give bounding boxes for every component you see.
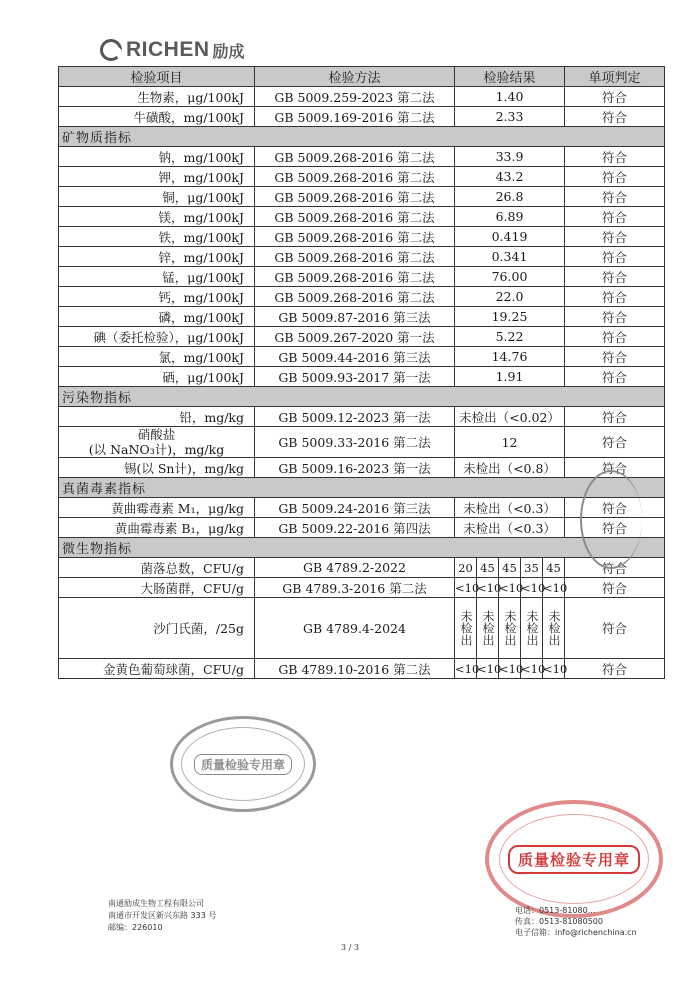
header-item: 检验项目 [59,67,255,87]
test-item: 大肠菌群，CFU/g [59,578,255,598]
table-row [59,167,665,187]
test-method: GB 5009.268-2016 第二法 [255,227,455,247]
sample-result: <10 [521,578,543,598]
test-method: GB 5009.169-2016 第二法 [255,107,455,127]
sample-result: 35 [521,558,543,578]
table-row [59,187,665,207]
footer-address: 南通市开发区新兴东路 333 号 [108,911,217,920]
table-row [59,498,665,518]
section-label: 真菌毒素指标 [59,478,665,498]
test-verdict: 符合 [565,367,665,387]
footer-address-block [108,898,216,934]
test-verdict: 符合 [565,407,665,427]
sample-result: <10 [477,578,499,598]
test-result: 未检出（<0.8） [455,458,565,478]
test-result: 19.25 [455,307,565,327]
test-verdict: 符合 [565,187,665,207]
test-method: GB 5009.267-2020 第一法 [255,327,455,347]
test-method: GB 5009.87-2016 第三法 [255,307,455,327]
test-item: 铅，mg/kg [59,407,255,427]
test-verdict: 符合 [565,498,665,518]
header-verdict: 单项判定 [565,67,665,87]
seam-stamp [580,470,642,569]
footer-company: 南通励成生物工程有限公司 [108,899,204,908]
test-item: 锰，μg/100kJ [59,267,255,287]
footer-fax: 传真：0513-81080500 [515,917,603,926]
footer-phone: 电话：0513-81080... [515,906,596,915]
test-item: 磷，mg/100kJ [59,307,255,327]
table-row [59,307,665,327]
test-verdict: 符合 [565,107,665,127]
table-row [59,87,665,107]
test-item: 菌落总数，CFU/g [59,558,255,578]
test-result: 6.89 [455,207,565,227]
sample-result: 未检出 [477,598,499,659]
test-item: 钠，mg/100kJ [59,147,255,167]
test-method: GB 5009.268-2016 第二法 [255,147,455,167]
test-result: 12 [455,427,565,458]
logo-text-zh: 励成 [212,41,245,61]
section-label: 污染物指标 [59,387,665,407]
footer-email: 电子信箱：info@richenchina.cn [515,928,637,937]
test-method: GB 5009.268-2016 第二法 [255,247,455,267]
test-verdict: 符合 [565,167,665,187]
test-method: GB 4789.10-2016 第二法 [255,659,455,679]
test-verdict: 符合 [565,227,665,247]
table-row [59,558,665,578]
test-method: GB 5009.268-2016 第二法 [255,287,455,307]
test-item: 锡(以 Sn计)，mg/kg [59,458,255,478]
test-item: 黄曲霉毒素 M₁，μg/kg [59,498,255,518]
section-row [59,387,665,407]
test-verdict: 符合 [565,247,665,267]
test-verdict: 符合 [565,558,665,578]
test-item: 金黄色葡萄球菌，CFU/g [59,659,255,679]
table-row [59,107,665,127]
test-result: 未检出（<0.3） [455,498,565,518]
table-row [59,287,665,307]
table-row [59,518,665,538]
test-item [59,427,255,458]
test-verdict: 符合 [565,327,665,347]
sample-result: 45 [543,558,565,578]
test-method: GB 5009.268-2016 第二法 [255,167,455,187]
test-result: 1.91 [455,367,565,387]
test-method: GB 5009.93-2017 第一法 [255,367,455,387]
test-item-line1: 硝酸盐 [137,427,176,442]
test-result: 76.00 [455,267,565,287]
table-header-row [59,67,665,87]
test-result: 14.76 [455,347,565,367]
test-verdict: 符合 [565,458,665,478]
test-result: 33.9 [455,147,565,167]
test-verdict: 符合 [565,659,665,679]
test-result: 未检出（<0.02） [455,407,565,427]
test-result: 1.40 [455,87,565,107]
footer-contact-block [515,905,637,938]
footer-postcode: 邮编：226010 [108,923,163,932]
test-result: 2.33 [455,107,565,127]
test-item: 钙，mg/100kJ [59,287,255,307]
sample-result: 未检出 [499,598,521,659]
sample-result: 未检出 [543,598,565,659]
sample-result: <10 [455,578,477,598]
test-item: 钾，mg/100kJ [59,167,255,187]
test-method: GB 4789.3-2016 第二法 [255,578,455,598]
test-verdict: 符合 [565,267,665,287]
test-item: 铜，μg/100kJ [59,187,255,207]
sample-result: 未检出 [521,598,543,659]
test-result: 26.8 [455,187,565,207]
sample-result: <10 [499,659,521,679]
test-item: 沙门氏菌，/25g [59,598,255,659]
test-method: GB 4789.4-2024 [255,598,455,659]
test-item: 生物素，μg/100kJ [59,87,255,107]
seal-title: 质量检验专用章 [508,845,640,874]
test-method: GB 5009.268-2016 第二法 [255,187,455,207]
test-verdict: 符合 [565,87,665,107]
sample-result: 45 [477,558,499,578]
table-row [59,367,665,387]
header-method: 检验方法 [255,67,455,87]
table-row [59,659,665,679]
test-method: GB 5009.22-2016 第四法 [255,518,455,538]
test-item: 碘（委托检验），μg/100kJ [59,327,255,347]
test-verdict: 符合 [565,427,665,458]
richen-logo [100,36,245,64]
sample-result: 未检出 [455,598,477,659]
sample-result: 20 [455,558,477,578]
quality-inspection-seal-grey [170,716,316,812]
test-result: 0.341 [455,247,565,267]
test-verdict: 符合 [565,578,665,598]
table-row [59,207,665,227]
table-row [59,347,665,367]
table-row [59,327,665,347]
test-item: 黄曲霉毒素 B₁，μg/kg [59,518,255,538]
table-row [59,147,665,167]
test-result: 5.22 [455,327,565,347]
sample-result: <10 [455,659,477,679]
test-item: 氯，mg/100kJ [59,347,255,367]
test-result: 未检出（<0.3） [455,518,565,538]
test-method: GB 5009.268-2016 第二法 [255,267,455,287]
test-verdict: 符合 [565,287,665,307]
richen-logo-icon [100,39,122,61]
section-row [59,538,665,558]
sample-result: 45 [499,558,521,578]
test-verdict: 符合 [565,598,665,659]
table-row [59,267,665,287]
test-method: GB 5009.33-2016 第二法 [255,427,455,458]
section-row [59,127,665,147]
header-result: 检验结果 [455,67,565,87]
test-result: 22.0 [455,287,565,307]
test-item: 镁，mg/100kJ [59,207,255,227]
test-verdict: 符合 [565,207,665,227]
test-method: GB 5009.16-2023 第一法 [255,458,455,478]
test-verdict: 符合 [565,518,665,538]
test-method: GB 5009.44-2016 第三法 [255,347,455,367]
test-item: 锌，mg/100kJ [59,247,255,267]
table-row [59,247,665,267]
test-item: 硒，μg/100kJ [59,367,255,387]
sample-result: <10 [543,659,565,679]
test-verdict: 符合 [565,347,665,367]
table-row [59,427,665,458]
test-report-table [58,66,665,679]
test-method: GB 5009.24-2016 第三法 [255,498,455,518]
seal-title: 质量检验专用章 [194,754,292,775]
test-item: 铁，mg/100kJ [59,227,255,247]
sample-result: <10 [521,659,543,679]
section-label: 矿物质指标 [59,127,665,147]
section-row [59,478,665,498]
table-row [59,227,665,247]
sample-result: <10 [543,578,565,598]
test-method: GB 4789.2-2022 [255,558,455,578]
test-method: GB 5009.12-2023 第一法 [255,407,455,427]
table-row [59,407,665,427]
table-row [59,598,665,659]
test-method: GB 5009.259-2023 第二法 [255,87,455,107]
logo-text-en: RICHEN [126,38,210,61]
table-row [59,578,665,598]
test-item: 牛磺酸，mg/100kJ [59,107,255,127]
test-verdict: 符合 [565,307,665,327]
test-method: GB 5009.268-2016 第二法 [255,207,455,227]
test-result: 0.419 [455,227,565,247]
test-verdict: 符合 [565,147,665,167]
sample-result: <10 [477,659,499,679]
section-label: 微生物指标 [59,538,665,558]
quality-inspection-seal-red [485,800,663,918]
sample-result: <10 [499,578,521,598]
test-result: 43.2 [455,167,565,187]
test-item-line2: (以 NaNO₃计)，mg/kg [88,442,225,457]
table-row [59,458,665,478]
page-number: 3 / 3 [341,943,359,952]
